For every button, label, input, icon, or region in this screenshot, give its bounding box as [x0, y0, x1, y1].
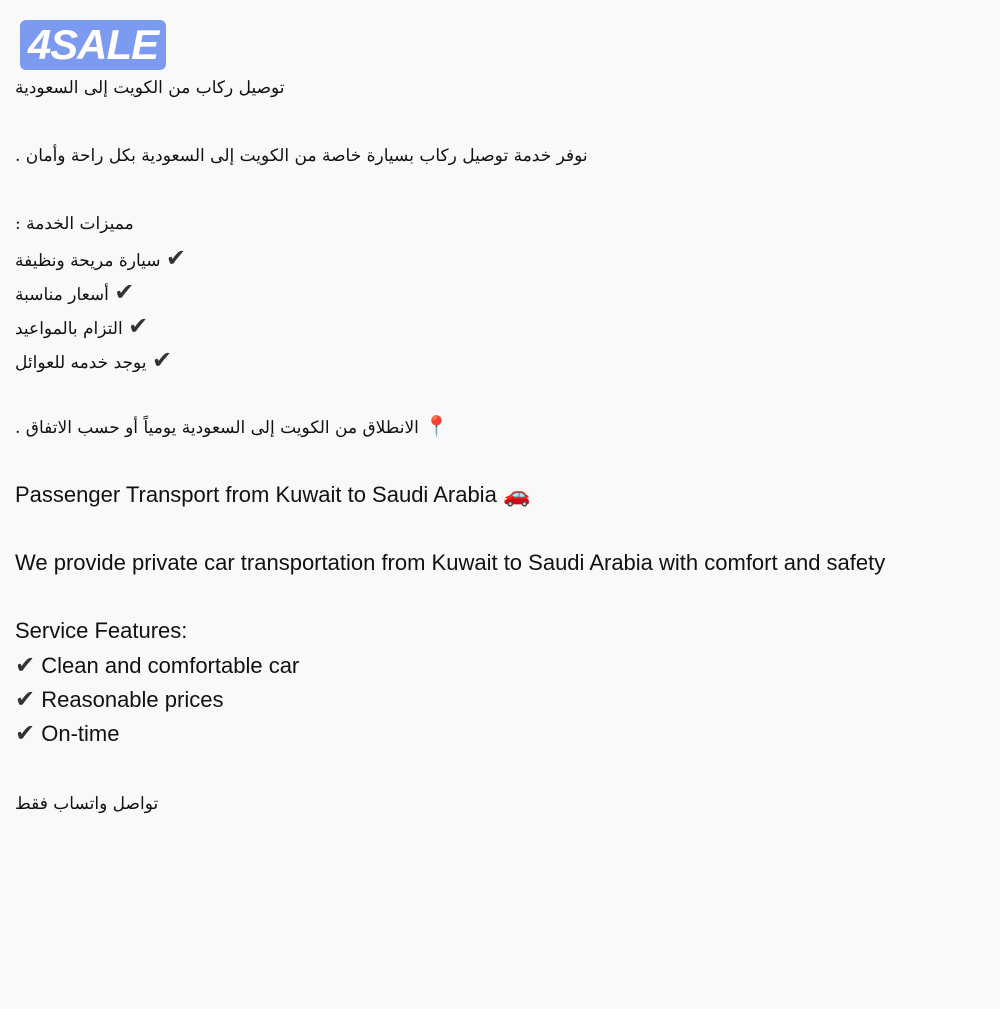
arabic-features-heading: مميزات الخدمة : [15, 214, 134, 234]
arabic-feature-item: ✔ التزام بالمواعيد [15, 312, 149, 340]
pin-icon: 📍 [424, 414, 450, 438]
arabic-title: توصيل ركاب من الكويت إلى السعودية [15, 78, 285, 98]
arabic-intro: نوفر خدمة توصيل ركاب بسيارة خاصة من الكويت إلى السعودية بكل راحة وأمان . [15, 146, 588, 166]
arabic-contact: تواصل واتساب فقط [15, 794, 159, 814]
english-intro: We provide private car transportation from Kuwait to Saudi Arabia with comfort and safety [15, 550, 886, 575]
check-icon: ✔ [15, 651, 36, 679]
car-icon: 🚗 [502, 483, 531, 508]
arabic-feature-item: ✔ سيارة مريحة ونظيفة [15, 244, 187, 272]
arabic-departure: 📍 الانطلاق من الكويت إلى السعودية يومياً أو حسب الاتفاق . [15, 414, 450, 438]
english-features-heading: Service Features: [15, 618, 188, 643]
check-icon: ✔ [15, 685, 36, 713]
check-icon: ✔ [114, 278, 135, 306]
english-feature-item: ✔ On-time [15, 719, 120, 747]
arabic-feature-item: ✔ يوجد خدمه للعوائل [15, 346, 173, 374]
4sale-logo[interactable] [20, 20, 166, 70]
english-feature-item: ✔ Reasonable prices [15, 685, 224, 713]
check-icon: ✔ [15, 719, 36, 747]
english-feature-item: ✔ Clean and comfortable car [15, 651, 300, 679]
arabic-feature-item: ✔ أسعار مناسبة [15, 278, 135, 306]
check-icon: ✔ [165, 244, 187, 272]
logo-text: 4SALE [27, 21, 159, 68]
english-title: Passenger Transport from Kuwait to Saudi Arabia 🚗 [15, 482, 531, 508]
check-icon: ✔ [128, 312, 149, 340]
check-icon: ✔ [151, 346, 173, 374]
